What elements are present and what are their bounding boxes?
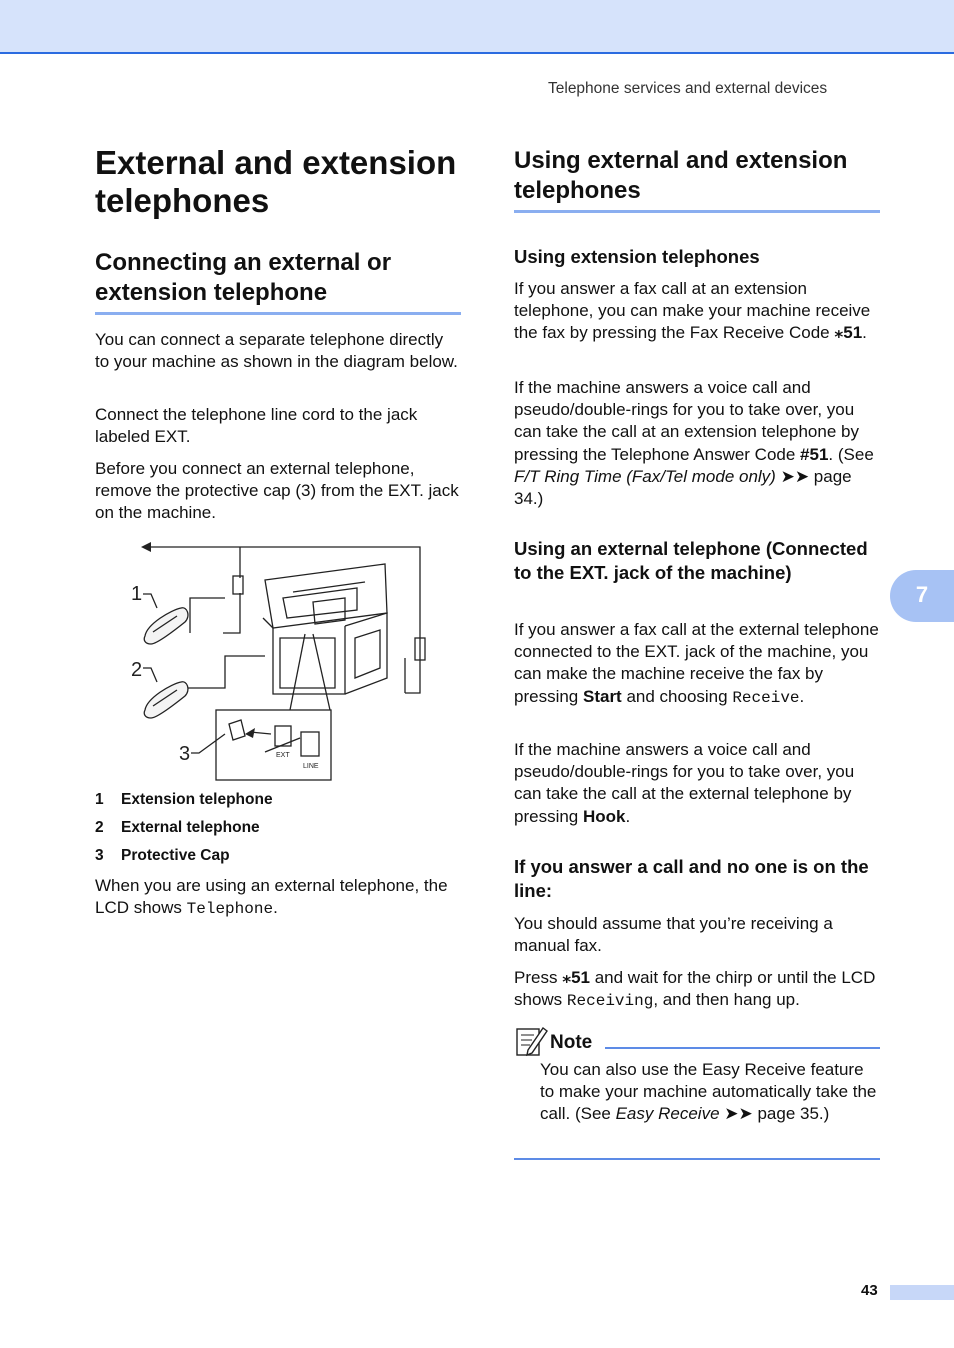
header-band — [0, 0, 954, 54]
page-number-bar — [890, 1285, 954, 1300]
note-bottom-rule — [514, 1158, 880, 1160]
legend-item-3: 3 Protective Cap — [95, 847, 230, 864]
section-title-connecting: Connecting an external or extension telephone — [95, 249, 392, 306]
subheading-external: Using an external telephone (Connected to the EXT. jack of the machine) — [514, 538, 868, 583]
paragraph-external-fax: If you answer a fax call at the external telephone connected to the EXT. jack of the machine, you can make the machine receive the fax by pressing Start and choosing Receive. — [514, 620, 879, 707]
section-title-using: Using external and extension telephones — [514, 147, 848, 204]
paragraph-extension-voice: If the machine answers a voice call and pseudo/double-rings for you to take over, you can take the call at an extension telephone by pressing the Telephone Answer Code #51. (See F/T Ring Time (Fax/Tel mode only) ➤➤ page 34.) — [514, 378, 874, 509]
page-number: 43 — [861, 1282, 878, 1299]
page-title: External and extension telephones — [95, 144, 457, 219]
paragraph-connect-cord: Connect the telephone line cord to the jack labeled EXT. — [95, 405, 418, 447]
running-head: Telephone services and external devices — [548, 80, 828, 97]
subheading-no-one: If you answer a call and no one is on the line: — [514, 856, 869, 901]
connection-diagram — [95, 538, 435, 784]
note-top-rule — [605, 1047, 880, 1049]
callout-3: 3 — [179, 743, 191, 765]
note-pencil-icon — [514, 1024, 548, 1058]
paragraph-extension-fax: If you answer a fax call at an extension telephone, you can make your machine receive the fax by pressing the Fax Receive Code ⁎51. — [514, 279, 871, 343]
paragraph-external-voice: If the machine answers a voice call and pseudo/double-rings for you to take over, you can take the call at the external telephone by pressing Hook. — [514, 740, 855, 826]
legend-item-1: 1 Extension telephone — [95, 791, 273, 808]
callout-1: 1 — [131, 583, 143, 605]
note-label: Note — [550, 1032, 593, 1053]
jack-ext-label: EXT — [276, 752, 290, 759]
subheading-extension: Using extension telephones — [514, 246, 760, 267]
paragraph-remove-cap: Before you connect an external telephone, remove the protective cap (3) from the EXT. jack on the machine. — [95, 459, 459, 523]
section-rule-right — [514, 210, 880, 213]
paragraph-press-code: Press ⁎51 and wait for the chirp or until the LCD shows Receiving, and then hang up. — [514, 968, 876, 1011]
jack-line-label: LINE — [303, 763, 319, 770]
paragraph-manual-fax: You should assume that you’re receiving a manual fax. — [514, 914, 833, 956]
paragraph-lcd-telephone: When you are using an external telephone, the LCD shows Telephone. — [95, 876, 448, 919]
paragraph-connect-intro: You can connect a separate telephone directly to your machine as shown in the diagram below. — [95, 330, 458, 372]
chapter-tab: 7 — [890, 570, 954, 622]
note-text: You can also use the Easy Receive feature to make your machine automatically take the call. (See Easy Receive ➤➤ page 35.) — [540, 1060, 877, 1124]
callout-2: 2 — [131, 659, 143, 681]
legend-item-2: 2 External telephone — [95, 819, 260, 836]
section-rule-left — [95, 312, 461, 315]
